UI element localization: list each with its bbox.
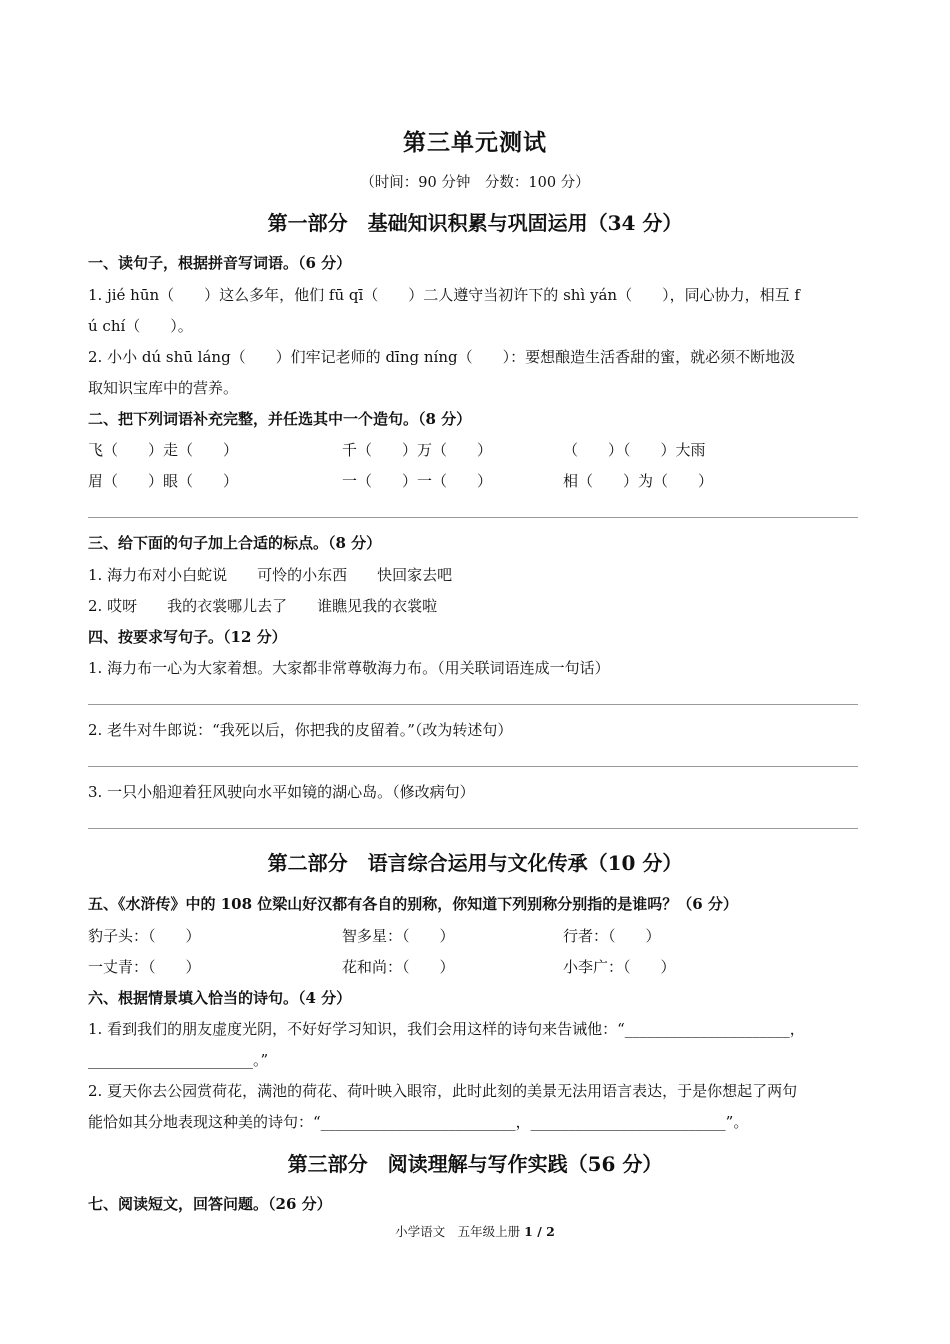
page-title: 第三单元测试	[403, 129, 547, 156]
section3-line2: 2. 哎呀 我的衣裳哪儿去了 谁瞧见我的衣裳啦	[88, 597, 438, 615]
answer-line	[88, 766, 858, 767]
section4-q1: 1. 海力布一心为大家着想。大家都非常尊敬海力布。（用关联词语连成一句话）	[88, 659, 610, 677]
nickname-item: 行者：（ ）	[563, 927, 661, 945]
section4-heading: 四、按要求写句子。（12 分）	[88, 628, 287, 646]
section1-line4: 取知识宝库中的营养。	[88, 379, 239, 397]
section4-q3: 3. 一只小船迎着狂风驶向水平如镜的湖心岛。（修改病句）	[88, 783, 475, 801]
section3-line1: 1. 海力布对小白蛇说 可怜的小东西 快回家去吧	[88, 566, 453, 584]
part3-heading: 第三部分 阅读理解与写作实践（56 分）	[287, 1152, 663, 1176]
section6-heading: 六、根据情景填入恰当的诗句。（4 分）	[88, 989, 352, 1007]
nickname-item: 豹子头：（ ）	[88, 927, 201, 945]
section4-q2: 2. 老牛对牛郎说：“我死以后，你把我的皮留着。”（改为转述句）	[88, 721, 513, 739]
section6-line2: ______________________。”	[88, 1051, 269, 1069]
section1-line3: 2. 小小 dú shū láng（ ）们牢记老师的 dīng níng（ ）：要想酿造生活香甜的蜜，就必须不断地汲	[88, 348, 796, 366]
idiom-item: 眉（ ）眼（ ）	[88, 472, 239, 490]
footer-label: 小学语文 五年级上册	[395, 1224, 525, 1239]
idiom-item: （ ）（ ）大雨	[563, 441, 706, 459]
page-number: 1 / 2	[524, 1224, 555, 1239]
part1-heading: 第一部分 基础知识积累与巩固运用（34 分）	[267, 211, 683, 235]
section6-line4: 能恰如其分地表现这种美的诗句：“__________________________，__________________________”。	[88, 1113, 749, 1131]
nickname-item: 一丈青：（ ）	[88, 958, 201, 976]
answer-line	[88, 704, 858, 705]
section6-line3: 2. 夏天你去公园赏荷花，满池的荷花、荷叶映入眼帘，此时此刻的美景无法用语言表达，于是你想起了两句	[88, 1082, 798, 1100]
section5-heading: 五、《水浒传》中的 108 位梁山好汉都有各自的别称，你知道下列别称分别指的是谁吗？（6 分）	[88, 895, 738, 913]
idiom-item: 相（ ）为（ ）	[563, 472, 714, 490]
idiom-item: 一（ ）一（ ）	[342, 472, 493, 490]
part2-heading: 第二部分 语言综合运用与文化传承（10 分）	[267, 851, 683, 875]
nickname-item: 花和尚：（ ）	[342, 958, 455, 976]
section3-heading: 三、给下面的句子加上合适的标点。（8 分）	[88, 534, 382, 552]
answer-line	[88, 517, 858, 518]
nickname-item: 智多星：（ ）	[342, 927, 455, 945]
section1-line1: 1. jié hūn（ ）这么多年，他们 fū qī（ ）二人遵守当初许下的 shì yán（ ），同心协力，相互 f	[88, 286, 800, 304]
section6-line1: 1. 看到我们的朋友虚度光阴，不好好学习知识，我们会用这样的诗句来告诫他：“______________________，	[88, 1020, 805, 1038]
nickname-item: 小李广：（ ）	[563, 958, 676, 976]
section1-heading: 一、读句子，根据拼音写词语。（6 分）	[88, 254, 352, 272]
idiom-item: 飞（ ）走（ ）	[88, 441, 239, 459]
section7-heading: 七、阅读短文，回答问题。（26 分）	[88, 1195, 332, 1213]
section1-line2: ú chí（ ）。	[88, 317, 193, 335]
section2-heading: 二、把下列词语补充完整，并任选其中一个造句。（8 分）	[88, 410, 472, 428]
exam-info: （时间：90 分钟 分数：100 分）	[360, 175, 590, 191]
answer-line	[88, 828, 858, 829]
page-footer	[0, 1222, 950, 1240]
idiom-item: 千（ ）万（ ）	[342, 441, 493, 459]
